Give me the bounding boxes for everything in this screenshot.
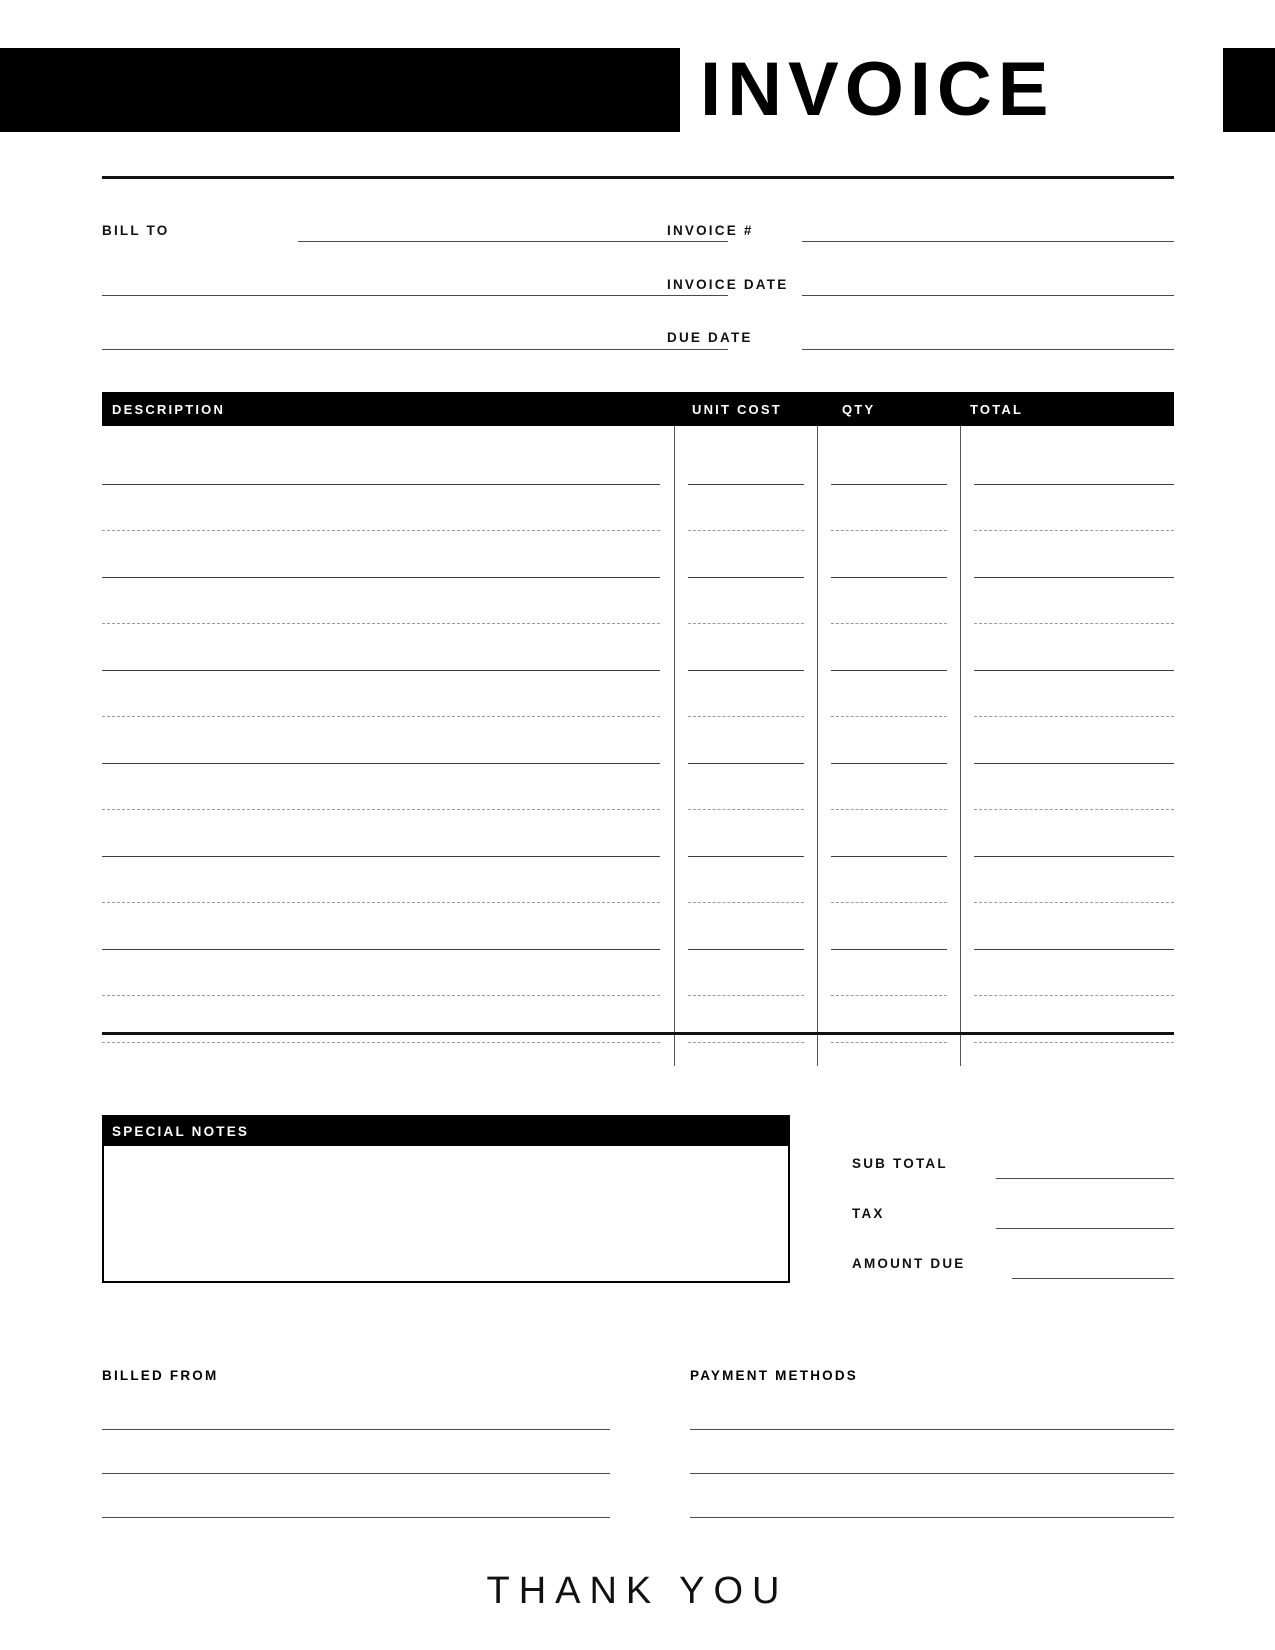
column-header-total: TOTAL: [970, 402, 1024, 417]
table-divider-2: [817, 426, 818, 1066]
row-cell-unit-cost[interactable]: [688, 902, 804, 903]
tax-label: TAX: [852, 1206, 885, 1221]
row-cell-unit-cost[interactable]: [688, 949, 804, 950]
row-cell-description[interactable]: [102, 716, 660, 717]
table-divider-3: [960, 426, 961, 1066]
billed-from-line-1[interactable]: [102, 1429, 610, 1430]
invoice-header: [0, 48, 1275, 132]
row-cell-qty[interactable]: [831, 902, 947, 903]
row-cell-unit-cost[interactable]: [688, 623, 804, 624]
due-date-label: DUE DATE: [667, 330, 753, 345]
tax-field[interactable]: [996, 1228, 1174, 1229]
row-cell-total[interactable]: [974, 856, 1174, 857]
items-table-header: [102, 392, 1174, 426]
row-cell-unit-cost[interactable]: [688, 809, 804, 810]
billed-from-line-2[interactable]: [102, 1473, 610, 1474]
row-cell-total[interactable]: [974, 530, 1174, 531]
invoice-date-field[interactable]: [802, 295, 1174, 296]
row-cell-qty[interactable]: [831, 949, 947, 950]
row-cell-unit-cost[interactable]: [688, 530, 804, 531]
row-cell-total[interactable]: [974, 577, 1174, 578]
row-cell-unit-cost[interactable]: [688, 670, 804, 671]
row-cell-unit-cost[interactable]: [688, 763, 804, 764]
row-cell-description[interactable]: [102, 763, 660, 764]
billed-from-section: [102, 1368, 610, 1561]
row-cell-description[interactable]: [102, 577, 660, 578]
bill-to-line-1[interactable]: [298, 241, 728, 242]
payment-methods-line-2[interactable]: [690, 1473, 1174, 1474]
row-cell-description[interactable]: [102, 670, 660, 671]
row-cell-unit-cost[interactable]: [688, 716, 804, 717]
row-cell-description[interactable]: [102, 809, 660, 810]
due-date-field[interactable]: [802, 349, 1174, 350]
row-cell-total[interactable]: [974, 716, 1174, 717]
header-bar-right: [1223, 48, 1275, 132]
row-cell-qty[interactable]: [831, 484, 947, 485]
row-cell-description[interactable]: [102, 995, 660, 996]
row-cell-unit-cost[interactable]: [688, 577, 804, 578]
row-cell-total[interactable]: [974, 809, 1174, 810]
billed-from-label: BILLED FROM: [102, 1368, 219, 1383]
tax-row: [852, 1200, 1174, 1250]
row-cell-description[interactable]: [102, 902, 660, 903]
row-cell-total[interactable]: [974, 763, 1174, 764]
amount-due-row: [852, 1250, 1174, 1300]
row-cell-qty[interactable]: [831, 763, 947, 764]
payment-methods-section: [690, 1368, 1174, 1561]
row-cell-description[interactable]: [102, 856, 660, 857]
row-cell-description[interactable]: [102, 530, 660, 531]
column-header-description: DESCRIPTION: [112, 402, 226, 417]
page-title: INVOICE: [700, 47, 1055, 132]
row-cell-unit-cost[interactable]: [688, 484, 804, 485]
row-cell-qty[interactable]: [831, 995, 947, 996]
row-cell-total[interactable]: [974, 949, 1174, 950]
row-cell-total[interactable]: [974, 623, 1174, 624]
column-header-unit-cost: UNIT COST: [692, 402, 782, 417]
special-notes: [102, 1115, 790, 1283]
items-table: [102, 392, 1174, 1066]
row-cell-qty[interactable]: [831, 1042, 947, 1043]
row-cell-total[interactable]: [974, 670, 1174, 671]
row-cell-qty[interactable]: [831, 623, 947, 624]
row-cell-qty[interactable]: [831, 577, 947, 578]
thank-you-note: THANK YOU: [486, 1570, 789, 1612]
row-cell-unit-cost[interactable]: [688, 995, 804, 996]
table-bottom-rule: [102, 1032, 1174, 1035]
row-cell-description[interactable]: [102, 484, 660, 485]
totals-section: [852, 1150, 1174, 1300]
bill-to-label: BILL TO: [102, 223, 170, 238]
special-notes-label: SPECIAL NOTES: [112, 1124, 250, 1139]
column-header-qty: QTY: [842, 402, 876, 417]
invoice-number-label: INVOICE #: [667, 223, 754, 238]
row-cell-total[interactable]: [974, 484, 1174, 485]
row-cell-total[interactable]: [974, 1042, 1174, 1043]
items-table-body: [102, 426, 1174, 1066]
payment-methods-line-3[interactable]: [690, 1517, 1174, 1518]
row-cell-qty[interactable]: [831, 716, 947, 717]
row-cell-qty[interactable]: [831, 856, 947, 857]
header-divider: [102, 176, 1174, 179]
sub-total-row: [852, 1150, 1174, 1200]
row-cell-unit-cost[interactable]: [688, 856, 804, 857]
row-cell-qty[interactable]: [831, 809, 947, 810]
header-bar-left: [0, 48, 680, 132]
sub-total-field[interactable]: [996, 1178, 1174, 1179]
invoice-meta: [102, 215, 1174, 365]
bill-to-line-3[interactable]: [102, 349, 728, 350]
row-cell-total[interactable]: [974, 902, 1174, 903]
amount-due-label: AMOUNT DUE: [852, 1256, 966, 1271]
row-cell-qty[interactable]: [831, 530, 947, 531]
row-cell-description[interactable]: [102, 1042, 660, 1043]
bill-to-line-2[interactable]: [102, 295, 728, 296]
payment-methods-label: PAYMENT METHODS: [690, 1368, 859, 1383]
table-divider-1: [674, 426, 675, 1066]
invoice-number-field[interactable]: [802, 241, 1174, 242]
row-cell-description[interactable]: [102, 623, 660, 624]
row-cell-unit-cost[interactable]: [688, 1042, 804, 1043]
invoice-date-label: INVOICE DATE: [667, 277, 789, 292]
sub-total-label: SUB TOTAL: [852, 1156, 948, 1171]
billed-from-line-3[interactable]: [102, 1517, 610, 1518]
special-notes-header: [102, 1115, 790, 1146]
row-cell-description[interactable]: [102, 949, 660, 950]
row-cell-qty[interactable]: [831, 670, 947, 671]
payment-methods-line-1[interactable]: [690, 1429, 1174, 1430]
special-notes-input[interactable]: [102, 1146, 790, 1283]
amount-due-field[interactable]: [1012, 1278, 1174, 1279]
row-cell-total[interactable]: [974, 995, 1174, 996]
